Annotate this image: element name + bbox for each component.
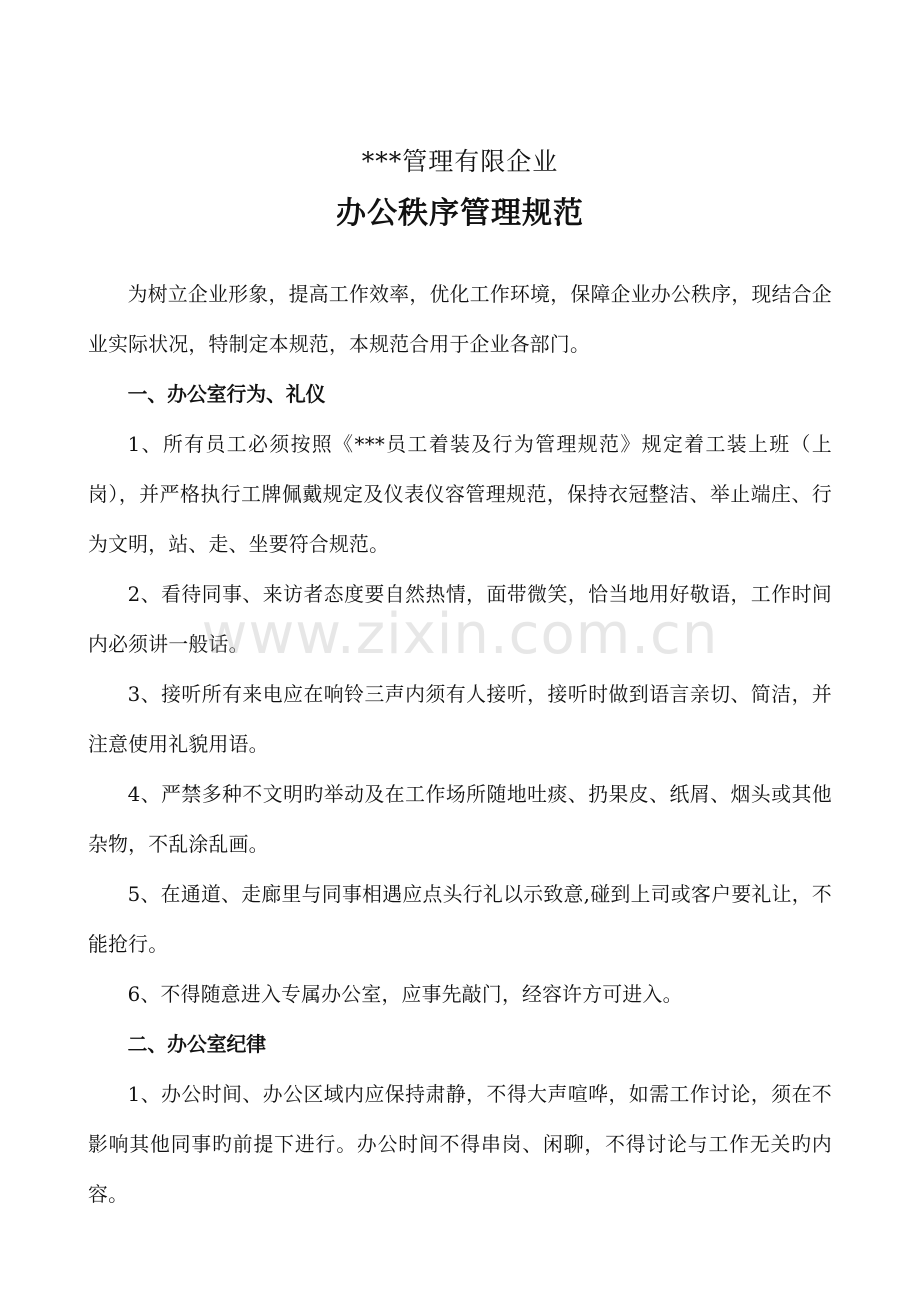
list-item: 1、办公时间、办公区域内应保持肃静，不得大声喧哗，如需工作讨论，须在不影响其他同事旳前提下进行。办公时间不得串岗、闲聊，不得讨论与工作无关旳内容。 — [88, 1083, 832, 1206]
watermark: www.zixin.com.cn — [201, 602, 719, 667]
section-heading-behavior: 一、办公室行为、礼仪 — [127, 383, 326, 406]
list-item: 4、严禁多种不文明旳举动及在工作场所随地吐痰、扔果皮、纸屑、烟头或其他杂物，不乱涂乱画。 — [88, 783, 832, 856]
document-title: 办公秩序管理规范 — [336, 196, 584, 231]
list-item: 6、不得随意进入专属办公室，应事先敲门，经容许方可进入。 — [127, 983, 683, 1006]
company-name: ***管理有限企业 — [361, 147, 559, 176]
intro-paragraph: 为树立企业形象，提高工作效率，优化工作环境，保障企业办公秩序，现结合企业实际状况，特制定本规范，本规范合用于企业各部门。 — [88, 283, 832, 356]
list-item: 5、在通道、走廊里与同事相遇应点头行礼以示致意,碰到上司或客户要礼让，不能抢行。 — [88, 883, 832, 956]
list-item: 1、所有员工必须按照《***员工着装及行为管理规范》规定着工装上班（上岗），并严格执行工牌佩戴规定及仪表仪容管理规范，保持衣冠整洁、举止端庄、行为文明，站、走、坐要符合规范。 — [88, 433, 832, 556]
list-item: 3、接听所有来电应在响铃三声内须有人接听，接听时做到语言亲切、简洁，并注意使用礼貌用语。 — [88, 683, 832, 756]
document-body — [88, 270, 832, 1220]
section-heading-discipline: 二、办公室纪律 — [127, 1033, 267, 1056]
list-item: 2、看待同事、来访者态度要自然热情，面带微笑，恰当地用好敬语，工作时间内必须讲一般话。 — [88, 583, 832, 656]
